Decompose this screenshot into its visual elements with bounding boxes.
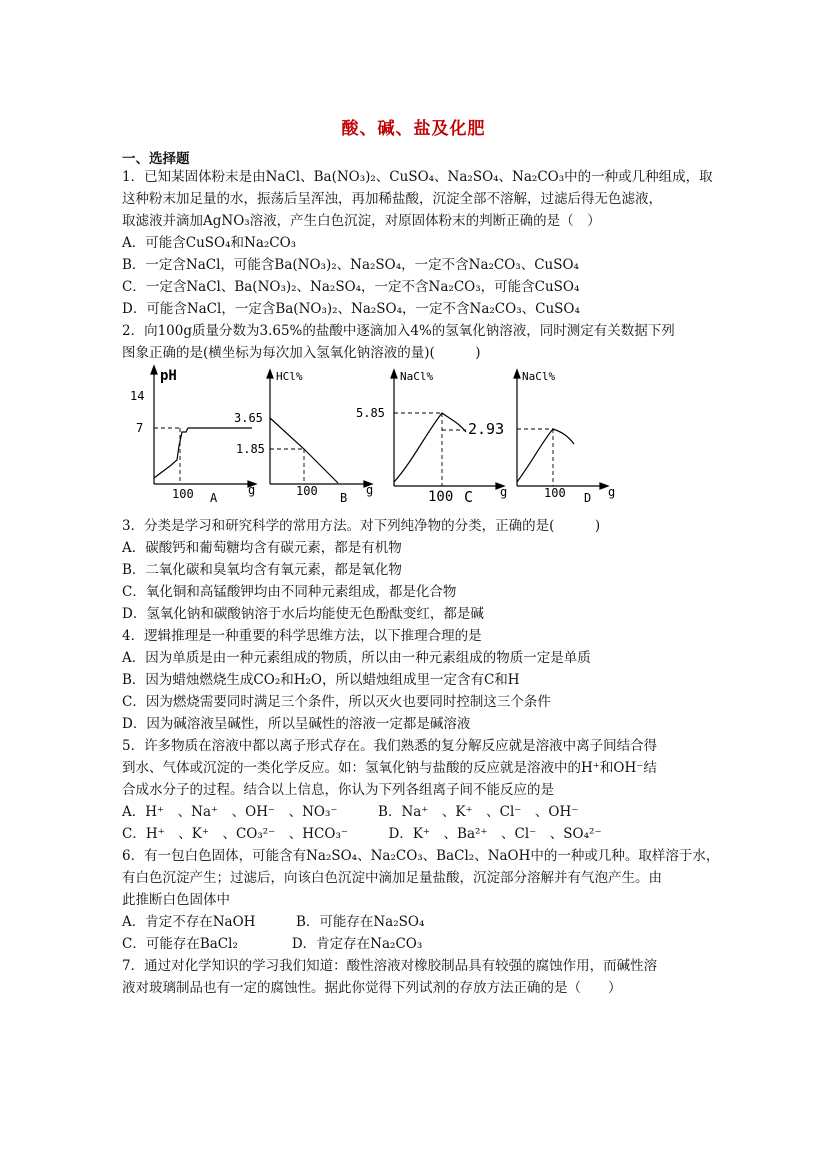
text-line: D．氢氧化钠和碳酸钠溶于水后均能使无色酚酞变红，都是碱: [122, 606, 484, 622]
text-line: C．一定含NaCl、Ba(NO₃)₂、Na₂SO₄，一定不含Na₂CO₃，可能含CuSO₄: [122, 279, 580, 295]
text-line: A．可能含CuSO₄和Na₂CO₃: [122, 235, 297, 251]
text-line: A．碳酸钙和葡萄糖均含有碳元素，都是有机物: [122, 540, 402, 556]
text-line: 6．有一包白色固体，可能含有Na₂SO₄、Na₂CO₃、BaCl₂、NaOH中的一种或几种。取样溶于水，: [122, 848, 720, 864]
text-line: 取滤液并滴加AgNO₃溶液，产生白色沉淀，对原固体粉末的判断正确的是（ ）: [122, 213, 601, 229]
chart-c-ytick-5.85: 5.85: [356, 406, 385, 420]
text-line: C．因为燃烧需要同时满足三个条件，所以灭火也要同时控制这三个条件: [122, 694, 551, 710]
chart-a-xtick-100: 100: [172, 487, 194, 501]
chart-a-y-arrow: [151, 366, 157, 374]
question-2-charts: [122, 362, 622, 512]
charts-svg: [122, 362, 622, 512]
text-line: 此推断白色固体中: [122, 892, 230, 908]
chart-c-y-arrow: [391, 370, 397, 378]
text-line: 7．通过对化学知识的学习我们知道：酸性溶液对橡胶制品具有较强的腐蚀作用，而碱性溶: [122, 958, 658, 974]
chart-d-xlabel: g: [608, 485, 616, 499]
chart-b-ytick-1.85: 1.85: [236, 442, 265, 456]
chart-a-ytick-14: 14: [130, 389, 145, 403]
chart-c-ylabel: NaCl%: [400, 370, 434, 383]
chart-a-ylabel: pH: [160, 368, 177, 384]
chart-c-curve: [394, 413, 466, 482]
chart-b-xlabel: g: [366, 483, 374, 497]
text-line: D．可能含NaCl，一定含Ba(NO₃)₂、Na₂SO₄，一定不含Na₂CO₃、CuSO₄: [122, 301, 580, 317]
chart-c-xlabel: g: [500, 485, 508, 499]
text-line: A．肯定不存在NaOH B．可能存在Na₂SO₄: [122, 914, 425, 930]
chart-b-ylabel: HCl%: [276, 370, 303, 383]
text-line: A．因为单质是由一种元素组成的物质，所以由一种元素组成的物质一定是单质: [122, 650, 591, 666]
chart-d-curve: [517, 429, 574, 482]
chart-d-xtick-100: 100: [544, 486, 566, 500]
text-line: 这种粉末加足量的水，振荡后呈浑浊，再加稀盐酸，沉淀全部不溶解，过滤后得无色滤液，: [122, 191, 662, 207]
text-line: C．氧化铜和高锰酸钾均由不同种元素组成，都是化合物: [122, 584, 457, 600]
text-line: 3．分类是学习和研究科学的常用方法。对下列纯净物的分类，正确的是( ): [122, 518, 601, 534]
chart-d-y-arrow: [514, 370, 520, 378]
text-line: C．H⁺ 、K⁺ 、CO₃²⁻ 、HCO₃⁻ D．K⁺ 、Ba²⁺ 、Cl⁻ 、SO₄²⁻: [122, 826, 602, 842]
text-line: 4．逻辑推理是一种重要的科学思维方法，以下推理合理的是: [122, 628, 482, 644]
chart-a-ytick-7: 7: [136, 421, 144, 435]
chart-c-ytick-2.93: 2.93: [468, 420, 505, 438]
section-heading: 一、选择题: [122, 151, 190, 167]
text-line: 液对玻璃制品也有一定的腐蚀性。据此你觉得下列试剂的存放方法正确的是（ ）: [122, 980, 622, 996]
text-line: B．二氧化碳和臭氧均含有氧元素，都是氧化物: [122, 562, 402, 578]
chart-d-x-arrow: [600, 483, 608, 489]
text-line: D．因为碱溶液呈碱性，所以呈碱性的溶液一定都是碱溶液: [122, 716, 471, 732]
text-line: 到水、气体或沉淀的一类化学反应。如：氢氧化钠与盐酸的反应就是溶液中的H⁺和OH⁻结: [122, 760, 657, 776]
chart-d-label: D: [584, 491, 592, 505]
text-line: B．因为蜡烛燃烧生成CO₂和H₂O，所以蜡烛组成里一定含有C和H: [122, 672, 520, 688]
text-line: 2．向100g质量分数为3.65%的盐酸中逐滴加入4%的氢氧化钠溶液，同时测定有关数据下列: [122, 323, 675, 339]
text-line: 有白色沉淀产生；过滤后，向该白色沉淀中滴加足量盐酸，沉淀部分溶解并有气泡产生。由: [122, 870, 662, 886]
chart-b-label: B: [340, 491, 348, 505]
chart-a-label: A: [210, 491, 218, 505]
text-line: 图象正确的是(横坐标为每次加入氢氧化钠溶液的量)( ): [122, 345, 481, 361]
text-line: C．可能存在BaCl₂ D．肯定存在Na₂CO₃: [122, 936, 423, 952]
chart-b-xtick-100: 100: [296, 484, 318, 498]
chart-c-label: C: [464, 488, 474, 506]
chart-b-y-arrow: [267, 370, 273, 378]
chart-b-ytick-3.65: 3.65: [234, 411, 263, 425]
text-line: 1．已知某固体粉末是由NaCl、Ba(NO₃)₂、CuSO₄、Na₂SO₄、Na₂CO₃中的一种或几种组成，取: [122, 169, 713, 185]
text-line: A．H⁺ 、Na⁺ 、OH⁻ 、NO₃⁻ B．Na⁺ 、K⁺ 、Cl⁻ 、OH⁻: [122, 804, 579, 820]
text-line: 5．许多物质在溶液中都以离子形式存在。我们熟悉的复分解反应就是溶液中离子间结合得: [122, 738, 658, 754]
page-title: 酸、碱、盐及化肥: [341, 119, 486, 139]
chart-a-xlabel: g: [248, 483, 256, 497]
text-line: B．一定含NaCl，可能含Ba(NO₃)₂、Na₂SO₄，一定不含Na₂CO₃、CuSO₄: [122, 257, 579, 273]
chart-d-ylabel: NaCl%: [522, 370, 556, 383]
text-line: 合成水分子的过程。结合以上信息，你认为下列各组离子间不能反应的是: [122, 782, 554, 798]
chart-c-xtick-100: 100: [428, 489, 454, 505]
